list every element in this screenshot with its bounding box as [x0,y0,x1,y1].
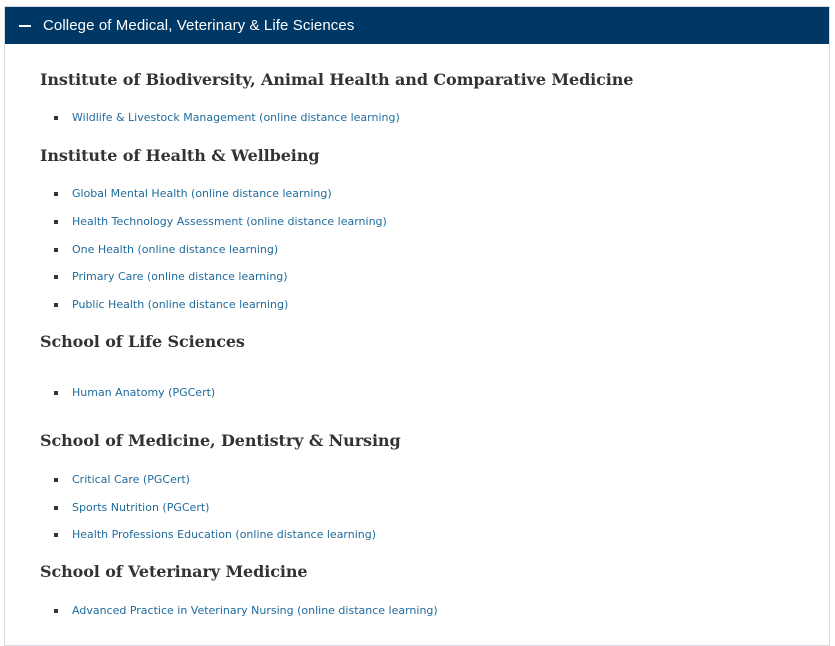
course-link[interactable]: Wildlife & Livestock Management (online distance learning) [72,111,400,124]
course-link[interactable]: One Health (online distance learning) [72,243,279,256]
course-link[interactable]: Critical Care (PGCert) [72,473,190,486]
section-ihw [40,146,387,311]
accordion-header[interactable] [5,7,829,44]
bullet-icon [54,303,58,307]
course-link[interactable]: Health Professions Education (online distance learning) [72,528,377,541]
section-heading: School of Medicine, Dentistry & Nursing [40,431,401,450]
section-heading: Institute of Health & Wellbeing [40,146,320,165]
section-ibahcm [40,70,634,124]
bullet-icon [54,533,58,537]
bullet-icon [54,192,58,196]
accordion-panel [4,6,830,646]
bullet-icon [54,506,58,510]
course-link[interactable]: Human Anatomy (PGCert) [72,386,216,399]
course-link[interactable]: Sports Nutrition (PGCert) [72,501,210,514]
bullet-icon [54,478,58,482]
bullet-icon [54,116,58,120]
course-link[interactable]: Primary Care (online distance learning) [72,270,288,283]
bullet-icon [54,248,58,252]
bullet-icon [54,391,58,395]
section-medicine [40,431,401,541]
section-heading: Institute of Biodiversity, Animal Health and Comparative Medicine [40,70,634,89]
bullet-icon [54,275,58,279]
course-link[interactable]: Public Health (online distance learning) [72,298,289,311]
minus-icon[interactable] [19,25,31,27]
section-heading: School of Veterinary Medicine [40,562,308,581]
section-heading: School of Life Sciences [40,332,245,351]
accordion-title: College of Medical, Veterinary & Life Sciences [43,17,355,34]
section-vet-medicine [40,562,438,617]
course-link[interactable]: Health Technology Assessment (online distance learning) [72,215,387,228]
course-link[interactable]: Global Mental Health (online distance learning) [72,187,332,200]
section-life-sciences [40,332,245,399]
bullet-icon [54,220,58,224]
course-link[interactable]: Advanced Practice in Veterinary Nursing (online distance learning) [72,604,438,617]
bullet-icon [54,609,58,613]
